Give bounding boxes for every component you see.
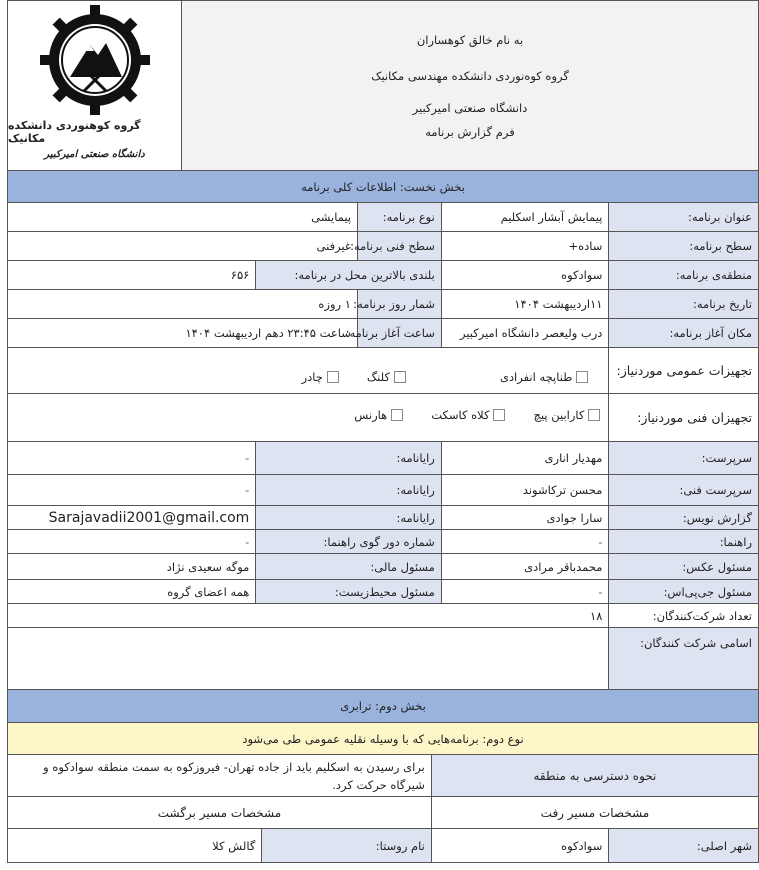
max-altitude-value: ۶۵۶ <box>230 268 250 282</box>
general-equipment-list <box>8 348 608 393</box>
program-title-value: پیمایش آبشار اسکلیم <box>441 203 609 231</box>
header-group: گروه کوه‌نوردی دانشکده مهندسی مکانیک <box>371 68 569 83</box>
checkbox-icon[interactable] <box>588 409 600 421</box>
header-university: دانشگاه صنعتی امیرکبیر <box>412 100 528 115</box>
region-label: منطقه‌ی برنامه: <box>608 261 758 289</box>
section1-title: بخش نخست: اطلاعات کلی برنامه <box>8 171 758 202</box>
table-row <box>7 319 759 348</box>
tech-leader-value: محسن ترکاشوند <box>441 475 609 505</box>
form-header <box>7 0 759 171</box>
names-value <box>8 628 608 689</box>
equipment-checkbox-screw-carabiner[interactable]: کارابین پیچ <box>533 408 600 422</box>
start-time-value: ساعت ۲۳:۴۵ دهم اردیبهشت ۱۴۰۴ <box>185 326 351 340</box>
date-value: ۱۱اردیبهشت ۱۴۰۴ <box>441 290 609 318</box>
table-row <box>7 475 759 506</box>
table-row <box>7 203 759 232</box>
leader-email-value: - <box>245 451 250 465</box>
table-row <box>7 348 759 394</box>
header-titles <box>182 1 758 170</box>
leader-value: مهدیار اناری <box>441 442 609 474</box>
table-row <box>7 797 759 829</box>
program-type-value: پیمایشی <box>311 210 352 224</box>
leader-email-label: رایانامه: <box>255 442 441 474</box>
guide-phone-value: - <box>245 534 250 549</box>
tech-leader-email-label: رایانامه: <box>255 475 441 505</box>
table-row <box>7 628 759 690</box>
reporter-email-label: رایانامه: <box>255 506 441 529</box>
village-value: گالش کلا <box>212 838 256 853</box>
tech-level-label: سطح فنی برنامه: <box>357 232 441 260</box>
section2-subtitle-row <box>7 723 759 755</box>
checkbox-icon[interactable] <box>391 409 403 421</box>
leader-label: سرپرست: <box>608 442 758 474</box>
start-time-label: ساعت آغاز برنامه: <box>357 319 441 347</box>
equipment-checkbox-helmet[interactable]: کلاه کاسکت <box>431 408 505 422</box>
access-text: برای رسیدن به اسکلیم باید از جاده تهران- فیروزکوه به سمت منطقه سوادکوه و شیرگاه حرکت کرد. <box>43 760 425 792</box>
equipment-checkbox-personal-rope[interactable]: طناپچه انفرادی <box>500 370 588 384</box>
table-row <box>7 290 759 319</box>
start-place-label: مکان آغاز برنامه: <box>608 319 758 347</box>
header-form-title: فرم گزارش برنامه <box>425 124 515 139</box>
table-row <box>7 580 759 604</box>
guide-value: - <box>441 530 609 553</box>
tech-level-value: غیرفنی <box>316 239 351 253</box>
region-value: سوادکوه <box>441 261 609 289</box>
tech-leader-label: سرپرست فنی: <box>608 475 758 505</box>
access-label: نحوه دسترسی به منطقه <box>431 755 758 796</box>
equipment-checkbox-ice-axe[interactable]: کلنگ <box>367 370 406 384</box>
max-altitude-label: بلندی بالاترین محل در برنامه: <box>255 261 441 289</box>
table-row <box>7 530 759 554</box>
table-row <box>7 261 759 290</box>
equipment-checkbox-harness[interactable]: هارنس <box>354 408 403 422</box>
checkbox-icon[interactable] <box>394 371 406 383</box>
section2-title-row <box>7 690 759 723</box>
level-label: سطح برنامه: <box>608 232 758 260</box>
header-invocation: به نام خالق کوهساران <box>416 32 524 47</box>
gps-value: - <box>441 580 609 603</box>
table-row <box>7 554 759 580</box>
reporter-value: سارا جوادی <box>441 506 609 529</box>
gps-label: مسئول جی‌پی‌اس: <box>608 580 758 603</box>
finance-label: مسئول مالی: <box>255 554 441 579</box>
checkbox-icon[interactable] <box>327 371 339 383</box>
report-form <box>7 0 759 863</box>
photo-label: مسئول عکس: <box>608 554 758 579</box>
start-place-value: درب ولیعصر دانشگاه امیرکبیر <box>441 319 609 347</box>
checkbox-icon[interactable] <box>576 371 588 383</box>
route-back-label: مشخصات مسیر برگشت <box>157 805 282 820</box>
reporter-email-value: Sarajavadii2001@gmail.com <box>48 509 250 526</box>
table-row <box>7 755 759 797</box>
tech-equipment-label: تجهیزان فنی موردنیاز: <box>608 394 758 441</box>
days-label: شمار روز برنامه: <box>357 290 441 318</box>
table-row <box>7 442 759 475</box>
table-row <box>7 232 759 261</box>
table-row <box>7 506 759 530</box>
general-equipment-label: تجهیزات عمومی موردنیاز: <box>608 348 758 393</box>
table-row <box>7 829 759 863</box>
gear-mountain-logo-icon <box>40 5 150 115</box>
count-label: تعداد شرکت‌کنندگان: <box>608 604 758 627</box>
finance-value: موگه سعیدی نژاد <box>166 559 250 574</box>
tech-equipment-list <box>8 394 608 441</box>
table-row <box>7 394 759 442</box>
logo-university-name: دانشگاه صنعتی امیرکبیر <box>44 149 145 160</box>
checkbox-icon[interactable] <box>493 409 505 421</box>
days-value: ۱ روزه <box>318 297 351 311</box>
origin-city-value: سوادکوه <box>431 829 609 862</box>
program-type-label: نوع برنامه: <box>357 203 441 231</box>
env-value: همه اعضای گروه <box>167 584 250 599</box>
count-value: ۱۸ <box>590 608 603 623</box>
photo-value: محمدباقر مرادی <box>441 554 609 579</box>
equipment-checkbox-tent[interactable]: چادر <box>302 370 339 384</box>
level-value: ساده+ <box>441 232 609 260</box>
section2-subtitle: نوع دوم: برنامه‌هایی که با وسیله نقلیه عمومی طی می‌شود <box>8 723 758 754</box>
club-logo <box>8 1 182 170</box>
date-label: تاریخ برنامه: <box>608 290 758 318</box>
section2-title: بخش دوم: ترابری <box>8 690 758 722</box>
names-label: اسامی شرکت کنندگان: <box>608 628 758 689</box>
tech-leader-email-value: - <box>245 483 250 497</box>
route-out-label: مشخصات مسیر رفت <box>431 797 758 828</box>
guide-label: راهنما: <box>608 530 758 553</box>
origin-city-label: شهر اصلی: <box>608 829 758 862</box>
env-label: مسئول محیط‌زیست: <box>255 580 441 603</box>
village-label: نام روستا: <box>261 829 431 862</box>
guide-phone-label: شماره دور گوی راهنما: <box>255 530 441 553</box>
section1-title-row <box>7 171 759 203</box>
logo-club-name: گروه کوهنوردی دانشکده مکانیک <box>8 119 141 145</box>
table-row <box>7 604 759 628</box>
reporter-label: گزارش نویس: <box>608 506 758 529</box>
program-title-label: عنوان برنامه: <box>608 203 758 231</box>
